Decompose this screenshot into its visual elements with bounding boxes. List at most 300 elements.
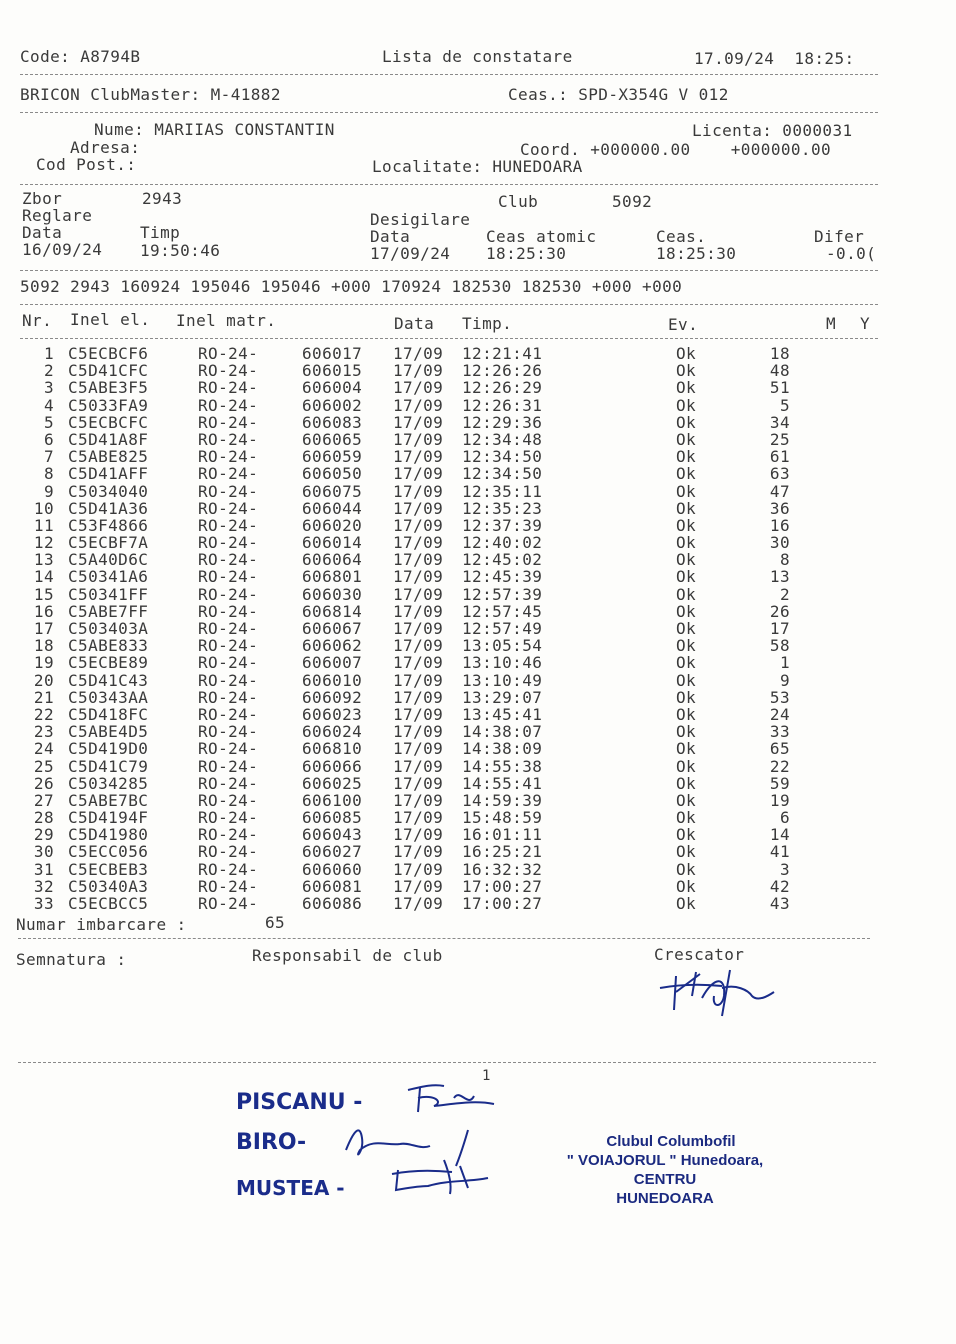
unseal-date-label: Data (370, 227, 411, 246)
row-m-value: 47 (769, 481, 790, 501)
row-m-value: 36 (769, 498, 790, 518)
row-ring-number: 606081 (302, 876, 363, 896)
divider (20, 338, 878, 339)
row-number: 3 (43, 378, 54, 398)
row-number: 12 (33, 533, 54, 553)
postcode-label: Cod Post.: (36, 155, 137, 174)
table-row (16, 826, 916, 843)
row-date: 17/09 (393, 722, 444, 742)
row-event: Ok (676, 704, 697, 724)
row-ring-prefix: RO-24- (198, 842, 259, 862)
row-chip-ring: C5ECBF7A (68, 533, 149, 553)
row-ring-prefix: RO-24- (198, 533, 259, 553)
row-time: 12:29:36 (462, 412, 543, 432)
divider (20, 270, 878, 271)
row-number: 1 (43, 344, 54, 363)
stamp-line-2: " VOIAJORUL " Hunedoara, (566, 1152, 764, 1169)
row-time: 15:48:59 (462, 808, 543, 828)
row-number: 2 (43, 361, 54, 381)
row-time: 13:29:07 (462, 687, 543, 707)
row-ring-prefix: RO-24- (198, 619, 259, 638)
row-number: 22 (33, 704, 54, 724)
print-datetime: 17.09/24 18:25: (694, 49, 855, 68)
row-chip-ring: C53F4866 (68, 515, 149, 535)
row-time: 14:59:39 (462, 790, 543, 810)
licence-number: Licenta: 0000031 (692, 121, 853, 140)
row-date: 17/09 (393, 464, 444, 484)
row-date: 17/09 (393, 447, 444, 467)
row-ring-number: 606092 (302, 687, 363, 707)
table-row (16, 379, 916, 396)
table-row (16, 775, 916, 792)
row-chip-ring: C5ECBCFC (68, 412, 149, 432)
row-time: 12:57:49 (462, 619, 543, 638)
row-m-value: 30 (769, 533, 790, 553)
row-number: 23 (33, 722, 54, 742)
row-time: 12:37:39 (462, 515, 543, 535)
row-event: Ok (676, 687, 697, 707)
table-row (16, 345, 916, 362)
row-chip-ring: C5ABE3F5 (68, 378, 149, 398)
row-ring-number: 606002 (302, 395, 363, 415)
breeder-signature (652, 966, 782, 1024)
row-date: 17/09 (393, 859, 444, 879)
row-m-value: 51 (769, 378, 790, 398)
row-chip-ring: C5D41C43 (68, 670, 149, 690)
row-event: Ok (676, 361, 697, 381)
row-date: 17/09 (393, 790, 444, 810)
row-ring-prefix: RO-24- (198, 876, 259, 896)
table-row (16, 551, 916, 568)
row-ring-number: 606024 (302, 722, 363, 742)
row-ring-prefix: RO-24- (198, 722, 259, 742)
row-number: 18 (33, 636, 54, 656)
row-date: 17/09 (393, 670, 444, 690)
row-time: 16:25:21 (462, 842, 543, 862)
row-ring-number: 606060 (302, 859, 363, 879)
row-m-value: 63 (769, 464, 790, 484)
row-ring-prefix: RO-24- (198, 790, 259, 810)
row-date: 17/09 (393, 842, 444, 862)
row-date: 17/09 (393, 584, 444, 604)
row-m-value: 25 (769, 429, 790, 449)
row-m-value: 18 (769, 344, 790, 363)
row-ring-number: 606066 (302, 756, 363, 776)
row-date: 17/09 (393, 429, 444, 449)
adjust-date: 16/09/24 (22, 240, 103, 259)
row-ring-prefix: RO-24- (198, 498, 259, 518)
row-chip-ring: C5ABE4D5 (68, 722, 149, 742)
row-date: 17/09 (393, 550, 444, 570)
club-number: 5092 (612, 192, 653, 211)
row-number: 4 (43, 395, 54, 415)
clock-label: Ceas. (656, 227, 707, 246)
row-number: 5 (43, 412, 54, 432)
row-date: 17/09 (393, 515, 444, 535)
table-row (16, 397, 916, 414)
table-row (16, 500, 916, 517)
handwritten-name-1: PISCANU - (236, 1090, 363, 1115)
device-name: BRICON ClubMaster: M-41882 (20, 85, 281, 104)
row-number: 10 (33, 498, 54, 518)
row-event: Ok (676, 739, 697, 759)
row-time: 13:10:46 (462, 653, 543, 673)
row-event: Ok (676, 378, 697, 398)
row-chip-ring: C50341A6 (68, 567, 149, 587)
table-row (16, 706, 916, 723)
row-time: 12:57:45 (462, 601, 543, 621)
row-time: 12:21:41 (462, 344, 543, 363)
row-date: 17/09 (393, 773, 444, 793)
row-chip-ring: C5D41AFF (68, 464, 149, 484)
col-nr: Nr. (22, 311, 53, 330)
row-number: 19 (33, 653, 54, 673)
col-ring-number: Inel matr. (176, 311, 277, 330)
row-m-value: 34 (769, 412, 790, 432)
row-number: 28 (33, 808, 54, 828)
row-chip-ring: C5ECBCC5 (68, 894, 149, 913)
row-m-value: 3 (779, 859, 790, 879)
row-time: 12:40:02 (462, 533, 543, 553)
row-chip-ring: C5ECBCF6 (68, 344, 149, 363)
row-number: 15 (33, 584, 54, 604)
row-ring-number: 606085 (302, 808, 363, 828)
row-ring-number: 606030 (302, 584, 363, 604)
document-title: Lista de constatare (382, 47, 573, 66)
row-ring-number: 606086 (302, 894, 363, 913)
row-time: 16:32:32 (462, 859, 543, 879)
stamp-line-4: HUNEDOARA (616, 1190, 714, 1207)
row-m-value: 24 (769, 704, 790, 724)
row-m-value: 9 (779, 670, 790, 690)
row-time: 12:45:02 (462, 550, 543, 570)
row-event: Ok (676, 894, 697, 913)
clock-id: Ceas.: SPD-X354G V 012 (508, 85, 729, 104)
locality: Localitate: HUNEDOARA (372, 157, 583, 176)
row-date: 17/09 (393, 498, 444, 518)
signature-3 (388, 1150, 492, 1200)
row-time: 16:01:11 (462, 825, 543, 845)
difference-value: -0.0( (826, 244, 877, 263)
row-number: 24 (33, 739, 54, 759)
row-number: 29 (33, 825, 54, 845)
row-m-value: 19 (769, 790, 790, 810)
row-ring-number: 606801 (302, 567, 363, 587)
row-time: 12:35:11 (462, 481, 543, 501)
row-chip-ring: C5D418FC (68, 704, 149, 724)
row-number: 14 (33, 567, 54, 587)
row-chip-ring: C5D4194F (68, 808, 149, 828)
row-date: 17/09 (393, 876, 444, 896)
row-ring-number: 606017 (302, 344, 363, 363)
coordinates: Coord. +000000.00 +000000.00 (520, 140, 832, 159)
row-date: 17/09 (393, 619, 444, 638)
row-ring-number: 606004 (302, 378, 363, 398)
stamp-line-1: Clubul Columbofil (606, 1133, 736, 1150)
table-row (16, 603, 916, 620)
row-time: 14:38:09 (462, 739, 543, 759)
divider (18, 1062, 876, 1063)
boarding-label: Numar imbarcare : (16, 915, 187, 934)
row-m-value: 22 (769, 756, 790, 776)
row-event: Ok (676, 395, 697, 415)
row-event: Ok (676, 670, 697, 690)
row-event: Ok (676, 567, 697, 587)
row-event: Ok (676, 756, 697, 776)
row-time: 12:34:50 (462, 447, 543, 467)
row-ring-prefix: RO-24- (198, 825, 259, 845)
row-date: 17/09 (393, 687, 444, 707)
row-ring-number: 606100 (302, 790, 363, 810)
row-event: Ok (676, 584, 697, 604)
row-ring-number: 606059 (302, 447, 363, 467)
row-event: Ok (676, 808, 697, 828)
row-ring-number: 606044 (302, 498, 363, 518)
row-ring-prefix: RO-24- (198, 412, 259, 432)
row-date: 17/09 (393, 739, 444, 759)
row-ring-prefix: RO-24- (198, 550, 259, 570)
row-ring-prefix: RO-24- (198, 515, 259, 535)
row-m-value: 1 (779, 653, 790, 673)
row-date: 17/09 (393, 653, 444, 673)
row-event: Ok (676, 773, 697, 793)
row-event: Ok (676, 601, 697, 621)
row-chip-ring: C50340A3 (68, 876, 149, 896)
row-m-value: 17 (769, 619, 790, 638)
row-chip-ring: C5033FA9 (68, 395, 149, 415)
row-ring-number: 606014 (302, 533, 363, 553)
row-ring-prefix: RO-24- (198, 704, 259, 724)
col-chip-ring: Inel el. (70, 310, 151, 329)
row-date: 17/09 (393, 412, 444, 432)
row-ring-prefix: RO-24- (198, 756, 259, 776)
table-row (16, 843, 916, 860)
row-ring-number: 606067 (302, 619, 363, 638)
row-m-value: 42 (769, 876, 790, 896)
summary-line: 5092 2943 160924 195046 195046 +000 170924 182530 182530 +000 +000 (20, 277, 683, 296)
table-row (16, 448, 916, 465)
row-ring-prefix: RO-24- (198, 670, 259, 690)
row-event: Ok (676, 412, 697, 432)
row-event: Ok (676, 481, 697, 501)
row-chip-ring: C50341FF (68, 584, 149, 604)
row-chip-ring: C50343AA (68, 687, 149, 707)
row-ring-prefix: RO-24- (198, 687, 259, 707)
table-row (16, 637, 916, 654)
row-m-value: 5 (779, 395, 790, 415)
table-row (16, 895, 916, 912)
row-time: 13:05:54 (462, 636, 543, 656)
clock-time: 18:25:30 (656, 244, 737, 263)
row-date: 17/09 (393, 894, 444, 913)
row-ring-prefix: RO-24- (198, 481, 259, 501)
row-chip-ring: C5ABE833 (68, 636, 149, 656)
row-ring-prefix: RO-24- (198, 739, 259, 759)
row-ring-prefix: RO-24- (198, 464, 259, 484)
divider (20, 304, 878, 305)
row-m-value: 13 (769, 567, 790, 587)
row-event: Ok (676, 429, 697, 449)
table-row (16, 723, 916, 740)
row-event: Ok (676, 842, 697, 862)
table-row (16, 431, 916, 448)
table-row (16, 483, 916, 500)
row-m-value: 48 (769, 361, 790, 381)
row-number: 27 (33, 790, 54, 810)
row-ring-number: 606050 (302, 464, 363, 484)
row-event: Ok (676, 790, 697, 810)
stamp-line-3: CENTRU (633, 1171, 697, 1188)
divider (20, 74, 878, 75)
atomic-clock-time: 18:25:30 (486, 244, 567, 263)
table-row (16, 758, 916, 775)
table-row (16, 465, 916, 482)
breeder-label: Crescator (654, 945, 745, 964)
adjust-time-label: Timp (140, 223, 181, 242)
row-m-value: 53 (769, 687, 790, 707)
row-time: 12:34:50 (462, 464, 543, 484)
table-row (16, 878, 916, 895)
row-time: 17:00:27 (462, 894, 543, 913)
row-m-value: 43 (769, 894, 790, 913)
adjust-date-label: Data (22, 223, 63, 242)
row-time: 13:45:41 (462, 704, 543, 724)
handwritten-name-3: MUSTEA - (236, 1176, 345, 1200)
row-ring-number: 606025 (302, 773, 363, 793)
divider (20, 112, 878, 113)
row-time: 14:55:38 (462, 756, 543, 776)
row-time: 17:00:27 (462, 876, 543, 896)
row-time: 12:26:31 (462, 395, 543, 415)
row-number: 33 (33, 894, 54, 913)
row-ring-prefix: RO-24- (198, 636, 259, 656)
difference-label: Difer (814, 227, 865, 246)
table-row (16, 654, 916, 671)
row-chip-ring: C5ABE7BC (68, 790, 149, 810)
row-event: Ok (676, 619, 697, 638)
row-number: 7 (43, 447, 54, 467)
row-event: Ok (676, 722, 697, 742)
signature-1 (404, 1078, 500, 1118)
row-m-value: 41 (769, 842, 790, 862)
col-y: Y (860, 314, 871, 333)
row-number: 6 (43, 429, 54, 449)
row-date: 17/09 (393, 481, 444, 501)
table-row (16, 568, 916, 585)
row-ring-prefix: RO-24- (198, 395, 259, 415)
row-ring-number: 606020 (302, 515, 363, 535)
adjust-label: Reglare (22, 206, 93, 225)
row-m-value: 14 (769, 825, 790, 845)
row-time: 12:34:48 (462, 429, 543, 449)
row-chip-ring: C5D419D0 (68, 739, 149, 759)
handwritten-name-2: BIRO- (236, 1130, 307, 1155)
flight-label: Zbor (22, 189, 63, 208)
row-ring-number: 606810 (302, 739, 363, 759)
row-ring-prefix: RO-24- (198, 601, 259, 621)
row-date: 17/09 (393, 378, 444, 398)
row-chip-ring: C5D41980 (68, 825, 149, 845)
row-chip-ring: C5ECC056 (68, 842, 149, 862)
row-number: 20 (33, 670, 54, 690)
row-ring-prefix: RO-24- (198, 773, 259, 793)
row-event: Ok (676, 825, 697, 845)
row-event: Ok (676, 515, 697, 535)
row-date: 17/09 (393, 533, 444, 553)
table-row (16, 586, 916, 603)
row-ring-prefix: RO-24- (198, 859, 259, 879)
table-row (16, 740, 916, 757)
row-time: 14:55:41 (462, 773, 543, 793)
row-ring-number: 606065 (302, 429, 363, 449)
row-chip-ring: C5D41A8F (68, 429, 149, 449)
row-ring-number: 606007 (302, 653, 363, 673)
signature-label: Semnatura : (16, 950, 127, 969)
row-m-value: 59 (769, 773, 790, 793)
row-m-value: 8 (779, 550, 790, 570)
atomic-clock-label: Ceas atomic (486, 227, 597, 246)
row-chip-ring: C5D41CFC (68, 361, 149, 381)
row-m-value: 61 (769, 447, 790, 467)
row-chip-ring: C503403A (68, 619, 149, 638)
row-chip-ring: C5034285 (68, 773, 149, 793)
row-chip-ring: C5A40D6C (68, 550, 149, 570)
row-ring-number: 606010 (302, 670, 363, 690)
table-row (16, 672, 916, 689)
row-number: 13 (33, 550, 54, 570)
boarding-count: 65 (265, 913, 286, 932)
unseal-label: Desigilare (370, 210, 471, 229)
row-time: 14:38:07 (462, 722, 543, 742)
row-m-value: 6 (779, 808, 790, 828)
row-chip-ring: C5ABE7FF (68, 601, 149, 621)
row-ring-number: 606075 (302, 481, 363, 501)
row-ring-prefix: RO-24- (198, 808, 259, 828)
row-m-value: 2 (779, 584, 790, 604)
row-m-value: 26 (769, 601, 790, 621)
row-date: 17/09 (393, 756, 444, 776)
row-number: 31 (33, 859, 54, 879)
row-date: 17/09 (393, 395, 444, 415)
row-ring-prefix: RO-24- (198, 429, 259, 449)
col-date: Data (394, 314, 435, 333)
row-ring-number: 606814 (302, 601, 363, 621)
col-time: Timp. (462, 314, 513, 333)
row-chip-ring: C5034040 (68, 481, 149, 501)
row-date: 17/09 (393, 361, 444, 381)
row-event: Ok (676, 498, 697, 518)
row-number: 26 (33, 773, 54, 793)
row-event: Ok (676, 550, 697, 570)
row-chip-ring: C5D41C79 (68, 756, 149, 776)
row-time: 12:45:39 (462, 567, 543, 587)
row-date: 17/09 (393, 567, 444, 587)
address-label: Adresa: (70, 138, 141, 157)
row-number: 11 (33, 515, 54, 535)
arrivals-table (16, 345, 916, 912)
table-row (16, 809, 916, 826)
row-ring-prefix: RO-24- (198, 567, 259, 587)
row-chip-ring: C5ECBEB3 (68, 859, 149, 879)
club-responsible-label: Responsabil de club (252, 946, 443, 965)
unseal-date: 17/09/24 (370, 244, 451, 263)
row-ring-prefix: RO-24- (198, 447, 259, 467)
row-m-value: 58 (769, 636, 790, 656)
table-row (16, 414, 916, 431)
row-number: 8 (43, 464, 54, 484)
row-ring-number: 606062 (302, 636, 363, 656)
divider (20, 184, 878, 185)
